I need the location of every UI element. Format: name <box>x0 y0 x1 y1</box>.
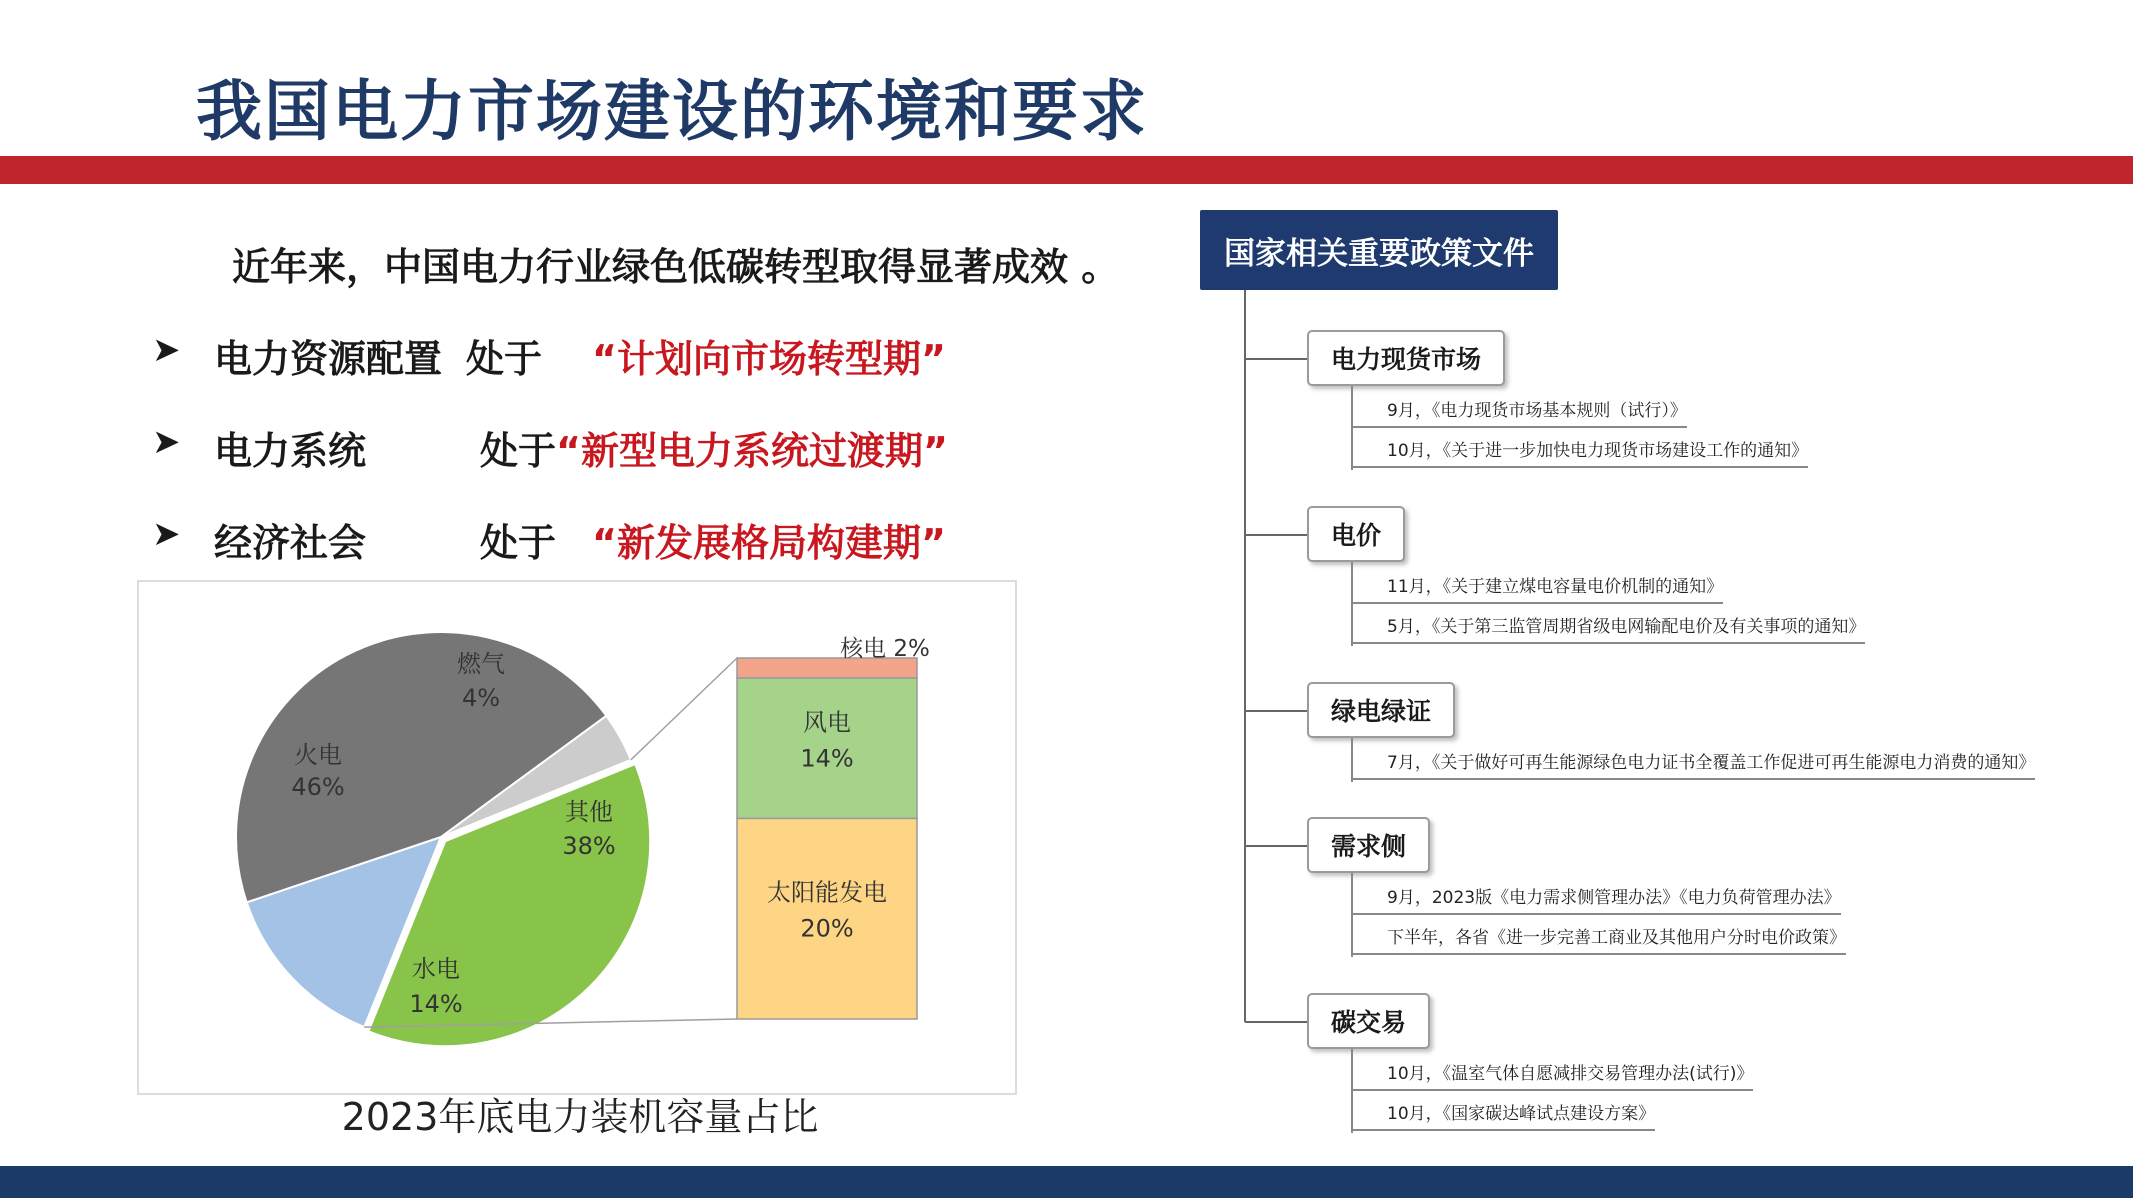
policy-tree-trunk <box>1244 290 1246 1022</box>
tree-branch-line <box>1245 1021 1307 1023</box>
tree-branch-line <box>1245 534 1307 536</box>
policy-category-node: 碳交易 <box>1307 993 1430 1049</box>
pie-value-燃气: 4% <box>461 684 501 712</box>
policy-document-item: 10月，《温室气体自愿减排交易管理办法(试行)》 <box>1351 1059 1753 1091</box>
bullet-verb: 处于 <box>480 429 557 473</box>
bullet-verb: 处于 <box>480 521 557 565</box>
bar-label-风电: 风电 <box>803 708 851 737</box>
pie-label-火电: 火电 <box>294 741 342 769</box>
bullet-verb: 处于 <box>466 337 543 381</box>
bullet-topic: 经济社会 <box>214 521 367 565</box>
policy-document-item: 5月，《关于第三监管周期省级电网输配电价及有关事项的通知》 <box>1351 612 1865 644</box>
intro-text: 近年来，中国电力行业绿色低碳转型取得显著成效 。 <box>232 245 1120 289</box>
policy-document-item: 9月，《电力现货市场基本规则（试行）》 <box>1351 396 1687 428</box>
policy-document-item: 9月，2023版《电力需求侧管理办法》《电力负荷管理办法》 <box>1351 883 1841 915</box>
capacity-chart <box>137 580 1017 1095</box>
bullet-phase: “新发展格局构建期” <box>592 521 946 565</box>
bullet-power-system <box>152 420 1002 473</box>
pie-value-火电: 46% <box>291 773 345 801</box>
arrowhead-icon: ➤ <box>152 330 181 370</box>
policy-category-node: 电价 <box>1307 506 1405 562</box>
bar-label-核电: 核电 2% <box>840 636 930 662</box>
policy-document-item: 下半年，各省《进一步完善工商业及其他用户分时电价政策》 <box>1351 923 1846 955</box>
connector-line-top <box>631 658 737 760</box>
policy-document-item: 10月，《关于进一步加快电力现货市场建设工作的通知》 <box>1351 436 1808 468</box>
arrowhead-icon: ➤ <box>152 422 181 462</box>
pie-value-其他: 38% <box>562 832 616 860</box>
policy-document-item: 10月，《国家碳达峰试点建设方案》 <box>1351 1099 1655 1131</box>
bar-value-太阳能发电: 20% <box>800 914 854 943</box>
chart-caption: 2023年底电力装机容量占比 <box>341 1095 819 1139</box>
tree-branch-line <box>1245 358 1307 360</box>
policy-tree-title: 国家相关重要政策文件 <box>1200 210 1558 290</box>
slide-title: 我国电力市场建设的环境和要求 <box>196 73 1148 150</box>
title-underline-band <box>0 156 2133 184</box>
pie-label-其他: 其他 <box>565 798 613 826</box>
pie-value-水电: 14% <box>409 990 463 1018</box>
capacity-pie-chart <box>139 582 1019 1097</box>
policy-document-item: 7月，《关于做好可再生能源绿色电力证书全覆盖工作促进可再生能源电力消费的通知》 <box>1351 748 2035 780</box>
bullet-phase: “计划向市场转型期” <box>592 337 946 381</box>
arrowhead-icon: ➤ <box>152 514 181 554</box>
bullet-topic: 电力资源配置 <box>214 337 443 381</box>
footer-band <box>0 1166 2133 1198</box>
bar-label-太阳能发电: 太阳能发电 <box>767 878 887 907</box>
policy-category-node: 需求侧 <box>1307 817 1430 873</box>
policy-category-node: 电力现货市场 <box>1307 330 1505 386</box>
pie-label-燃气: 燃气 <box>457 650 505 678</box>
pie-label-水电: 水电 <box>412 955 460 983</box>
bullet-economy-society <box>152 512 1002 565</box>
policy-document-item: 11月，《关于建立煤电容量电价机制的通知》 <box>1351 572 1723 604</box>
policy-category-node: 绿电绿证 <box>1307 682 1455 738</box>
tree-branch-line <box>1245 710 1307 712</box>
bullet-resource-allocation <box>152 328 1002 381</box>
bar-value-风电: 14% <box>800 744 854 773</box>
bullet-phase: “新型电力系统过渡期” <box>556 429 948 473</box>
tree-branch-line <box>1245 845 1307 847</box>
bullet-topic: 电力系统 <box>214 429 367 473</box>
